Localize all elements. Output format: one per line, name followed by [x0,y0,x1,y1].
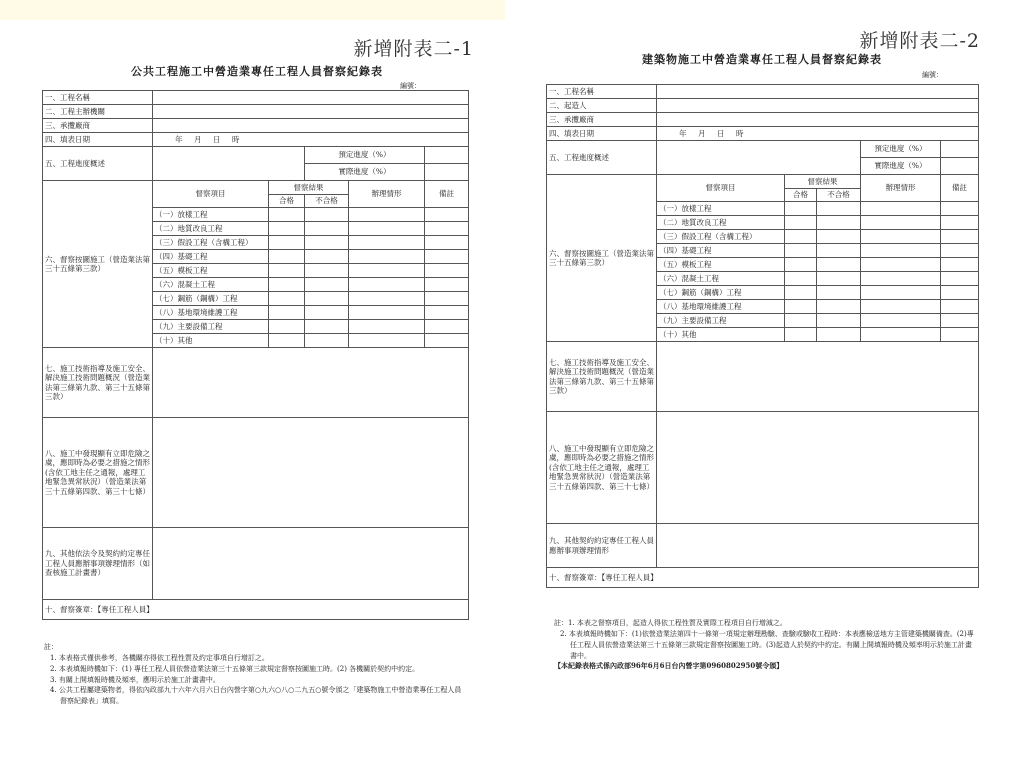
inspection-item: （一）放樣工程 [153,208,269,222]
check-fail[interactable] [817,286,861,300]
inspection-item: （六）混凝土工程 [657,272,785,286]
field-fill-date[interactable]: 年 月 日 時 [153,133,469,147]
field-fill-date[interactable]: 年 月 日 時 [657,127,979,141]
field-handling[interactable] [861,286,941,300]
inspection-item: （七）鋼筋（鋼構）工程 [153,292,269,306]
inspection-item: （二）地質改良工程 [657,216,785,230]
inspection-item: （五）模板工程 [153,264,269,278]
field-actual-progress[interactable] [941,158,979,175]
label-progress: 五、工程進度概述 [547,141,657,175]
highlight-strip [0,0,505,20]
field-remark[interactable] [425,236,469,250]
check-fail[interactable] [305,236,349,250]
field-remark[interactable] [941,202,979,216]
notes-heading: 註： [44,643,58,651]
header-inspection-item: 督察項目 [153,181,269,208]
header-pass: 合格 [785,189,817,202]
field-handling[interactable] [349,278,425,292]
field-remark[interactable] [941,230,979,244]
label-other-duties: 九、其他依法令及契約約定專任工程人員應辦事項辦理情形（如查核施工計畫書） [43,528,153,600]
field-handling[interactable] [861,202,941,216]
field-emergency-handling[interactable] [657,412,979,524]
field-remark[interactable] [941,300,979,314]
check-pass[interactable] [785,258,817,272]
check-fail[interactable] [817,216,861,230]
check-fail[interactable] [817,230,861,244]
notes-heading: 註： [554,619,568,627]
header-remark: 備註 [425,181,469,208]
field-handling[interactable] [861,328,941,342]
field-remark[interactable] [941,272,979,286]
field-other-duties[interactable] [153,528,469,600]
left-serial-label: 編號： [400,82,421,90]
note-item: 1. 本表格式僅供參考，各機關亦得依工程性質及約定事項自行增訂之。 [50,653,269,662]
field-emergency-handling[interactable] [153,418,469,528]
check-pass[interactable] [269,278,305,292]
field-owner[interactable] [657,99,979,113]
field-remark[interactable] [425,208,469,222]
check-pass[interactable] [785,328,817,342]
field-contractor[interactable] [153,119,469,133]
field-agency[interactable] [153,105,469,119]
field-handling[interactable] [861,244,941,258]
inspection-item: （八）基地環境維護工程 [153,306,269,320]
label-owner: 二、起造人 [547,99,657,113]
field-handling[interactable] [349,222,425,236]
inspection-item: （八）基地環境維護工程 [657,300,785,314]
field-project-name[interactable] [657,85,979,99]
check-pass[interactable] [269,292,305,306]
check-pass[interactable] [785,272,817,286]
check-pass[interactable] [269,208,305,222]
right-annex-label: 新增附表二-2 [859,30,980,52]
field-handling[interactable] [861,300,941,314]
field-remark[interactable] [425,320,469,334]
inspection-item: （九）主要設備工程 [657,314,785,328]
field-remark[interactable] [425,264,469,278]
field-remark[interactable] [941,314,979,328]
inspection-item: （十）其他 [657,328,785,342]
left-form-title: 公共工程施工中營造業專任工程人員督察紀錄表 [131,65,383,78]
inspection-item: （七）鋼筋（鋼構）工程 [657,286,785,300]
check-fail[interactable] [305,208,349,222]
left-annex-label: 新增附表二-1 [353,38,474,60]
signature-row[interactable]: 十、督察簽章：【專任工程人員】 [547,568,979,588]
inspection-item: （二）地質改良工程 [153,222,269,236]
check-pass[interactable] [269,250,305,264]
header-handling: 辦理情形 [861,175,941,202]
note-item: 1. 本表之督察項目，起造人得依工程性質及實際工程項目自行增減之。 [568,619,787,627]
field-technical-guidance[interactable] [657,342,979,412]
field-remark[interactable] [425,222,469,236]
field-planned-progress[interactable] [425,147,469,164]
right-serial-label: 編號： [922,71,943,79]
label-emergency-handling: 八、施工中發現顯有立即危險之虞，應即時為必要之措施之情形(含依工地主任之通報，處理工地緊急異常狀況）（營造業法第三十五條第四款、第三十七條） [547,412,657,524]
label-actual-progress: 實際進度（%） [861,158,941,175]
inspection-item: （四）基礎工程 [153,250,269,264]
label-inspection-section: 六、督察按圖施工（營造業法第三十五條第三款） [43,181,153,348]
field-remark[interactable] [425,292,469,306]
right-form-title: 建築物施工中營造業專任工程人員督察紀錄表 [642,53,882,66]
check-pass[interactable] [785,314,817,328]
field-remark[interactable] [941,328,979,342]
field-other-duties[interactable] [657,524,979,568]
signature-row[interactable]: 十、督察簽章：【專任工程人員】 [43,600,469,620]
field-handling[interactable] [349,236,425,250]
field-remark[interactable] [425,250,469,264]
inspection-item: （四）基礎工程 [657,244,785,258]
label-project-name: 一、工程名稱 [43,91,153,105]
field-progress[interactable] [153,147,305,181]
check-pass[interactable] [269,222,305,236]
check-pass[interactable] [269,320,305,334]
field-actual-progress[interactable] [425,164,469,181]
check-pass[interactable] [785,202,817,216]
inspection-item: （三）假設工程（含構工程） [657,230,785,244]
inspection-item: （一）放樣工程 [657,202,785,216]
right-record-table [546,84,979,588]
field-remark[interactable] [941,244,979,258]
field-progress[interactable] [657,141,861,175]
check-fail[interactable] [305,222,349,236]
label-project-name: 一、工程名稱 [547,85,657,99]
check-fail[interactable] [817,328,861,342]
check-pass[interactable] [269,236,305,250]
check-fail[interactable] [817,202,861,216]
label-fill-date: 四、填表日期 [547,127,657,141]
note-item: 2. 本表填報時機如下：(1) 專任工程人員依營造業法第三十五條第三款規定督察按圖施工時。(2) 各機關於契約中約定。 [50,664,420,673]
check-fail[interactable] [305,264,349,278]
field-remark[interactable] [425,306,469,320]
field-handling[interactable] [861,216,941,230]
label-inspection-section: 六、督察按圖施工（營造業法第三十五條第三款） [547,175,657,342]
field-handling[interactable] [861,230,941,244]
label-contractor: 三、承攬廠商 [547,113,657,127]
notes-first-line [548,618,978,629]
check-pass[interactable] [269,334,305,348]
check-fail[interactable] [305,278,349,292]
check-pass[interactable] [785,286,817,300]
field-technical-guidance[interactable] [153,348,469,418]
header-inspection-item: 督察項目 [657,175,785,202]
label-contractor: 三、承攬廠商 [43,119,153,133]
label-actual-progress: 實際進度（%） [305,164,425,181]
left-notes [44,642,468,707]
label-emergency-handling: 八、施工中發現顯有立即危險之虞，應即時為必要之措施之情形(含依工地主任之通報，處理工地緊急異常狀況）（營造業法第三十五條第四款、第三十七條） [43,418,153,528]
field-remark[interactable] [941,258,979,272]
header-pass: 合格 [269,195,305,208]
field-handling[interactable] [349,320,425,334]
field-handling[interactable] [861,272,941,286]
field-project-name[interactable] [153,91,469,105]
field-handling[interactable] [349,250,425,264]
field-remark[interactable] [425,334,469,348]
field-handling[interactable] [349,306,425,320]
note-item: 2. 本表填報時機如下：(1)依營造業法第四十一條第一項規定辦理勘驗、查驗或驗收工程時：本表應檢送地方主管建築機關備查。(2)專任工程人員依營造業法第三十五條第三款規定督察按圖施工時。(3)起造人於契約中約定。有關上開填報時機及頻率明示於施工計畫書中。 [560,629,974,660]
field-handling[interactable] [349,292,425,306]
field-contractor[interactable] [657,113,979,127]
label-planned-progress: 預定進度（%） [305,147,425,164]
inspection-item: （三）假設工程（含構工程） [153,236,269,250]
check-fail[interactable] [305,334,349,348]
inspection-item: （六）混凝土工程 [153,278,269,292]
check-fail[interactable] [817,300,861,314]
label-agency: 二、工程主辦機關 [43,105,153,119]
label-planned-progress: 預定進度（%） [861,141,941,158]
label-progress: 五、工程進度概述 [43,147,153,181]
inspection-item: （五）模板工程 [657,258,785,272]
left-form [36,28,478,748]
header-remark: 備註 [941,175,979,202]
check-fail[interactable] [817,244,861,258]
check-fail[interactable] [305,306,349,320]
label-technical-guidance: 七、施工技術指導及施工安全、解決施工技術問題概況（營造業法第三條第九款、第三十五條第三款） [43,348,153,418]
check-fail[interactable] [305,250,349,264]
left-record-table [42,90,469,620]
field-remark[interactable] [425,278,469,292]
check-pass[interactable] [785,230,817,244]
header-fail: 不合格 [817,189,861,202]
inspection-item: （十）其他 [153,334,269,348]
check-pass[interactable] [785,244,817,258]
check-fail[interactable] [305,292,349,306]
check-fail[interactable] [817,258,861,272]
field-handling[interactable] [349,334,425,348]
header-handling: 辦理情形 [349,181,425,208]
check-pass[interactable] [785,216,817,230]
header-inspection-result: 督察結果 [269,181,349,195]
check-pass[interactable] [269,306,305,320]
field-remark[interactable] [941,286,979,300]
note-item: 4. 公共工程屬建築物者，得依內政部九十六年六月六日台內營字第○九六○八○二九五○號令頒之「建築物施工中營造業專任工程人員督察紀錄表」填寫。 [50,686,462,706]
inspection-item: （九）主要設備工程 [153,320,269,334]
check-pass[interactable] [269,264,305,278]
check-fail[interactable] [305,320,349,334]
header-inspection-result: 督察結果 [785,175,861,189]
field-handling[interactable] [861,314,941,328]
field-planned-progress[interactable] [941,141,979,158]
check-pass[interactable] [785,300,817,314]
field-handling[interactable] [861,258,941,272]
right-form [540,20,984,720]
label-other-duties: 九、其他契約約定專任工程人員應辦事項辦理情形 [547,524,657,568]
decree-footer: 【本紀錄表格式係內政部96年6月6日台內營字第0960802950號令頒】 [554,661,784,671]
label-technical-guidance: 七、施工技術指導及施工安全、解決施工技術問題概況（營造業法第三條第九款、第三十五條第三款） [547,342,657,412]
header-fail: 不合格 [305,195,349,208]
field-handling[interactable] [349,264,425,278]
field-handling[interactable] [349,208,425,222]
note-item: 3. 有關上開填報時機及頻率，應明示於施工計畫書中。 [50,675,220,684]
field-remark[interactable] [941,216,979,230]
check-fail[interactable] [817,314,861,328]
label-fill-date: 四、填表日期 [43,133,153,147]
right-notes [548,618,978,672]
check-fail[interactable] [817,272,861,286]
